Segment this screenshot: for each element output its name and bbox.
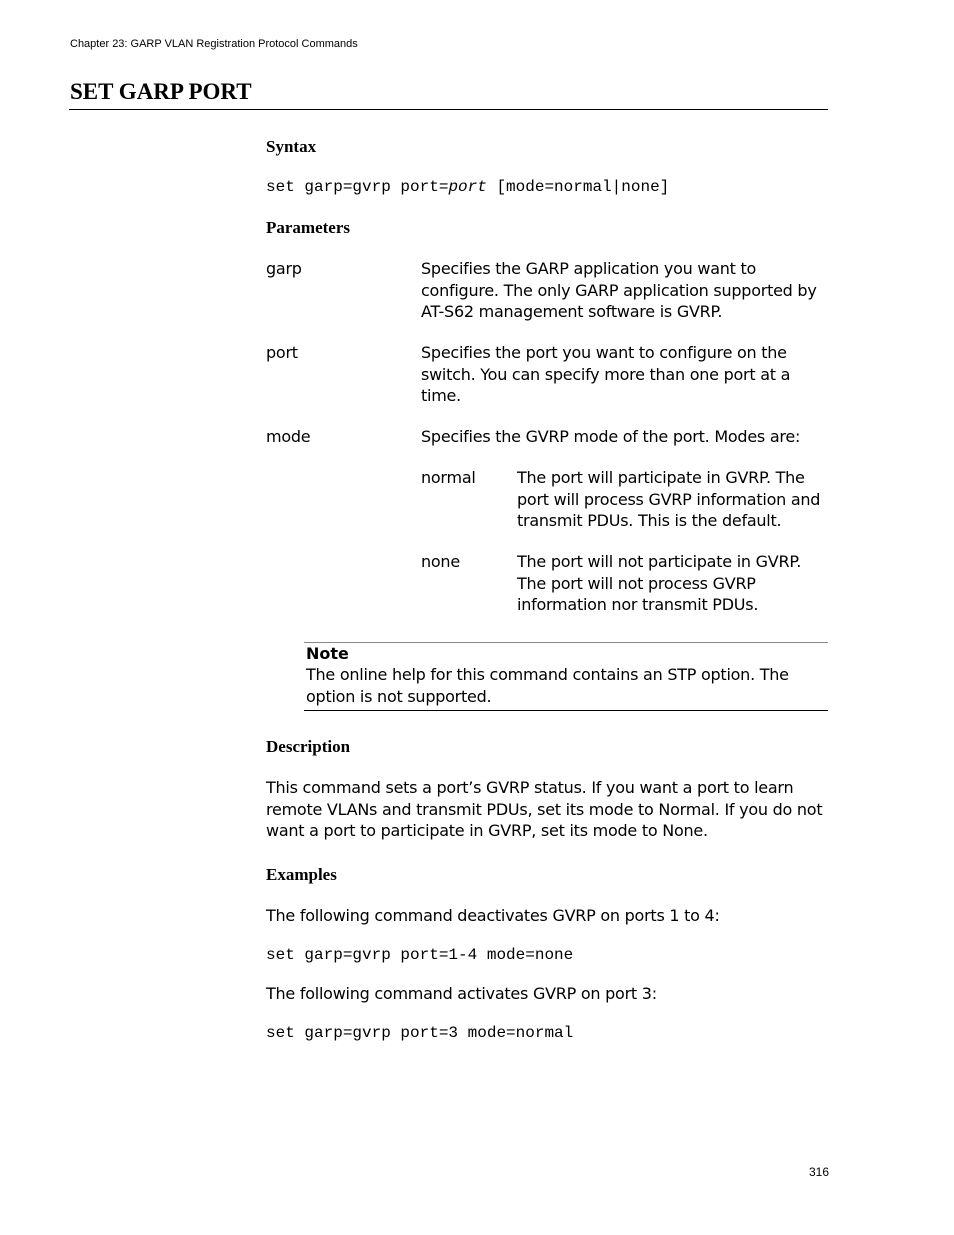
mode-desc-normal: The port will participate in GVRP. The port will process GVRP information and transmit PDUs. This is the default. [517,468,821,530]
examples-heading: Examples [266,865,337,884]
note-bottom-rule [304,710,828,711]
syntax-heading: Syntax [266,137,317,156]
note-text: The online help for this command contains an STP option. The option is not supported. [306,665,789,706]
mode-name-normal: normal [421,468,476,487]
example-1-code: set garp=gvrp port=1-4 mode=none [266,946,574,964]
note-top-rule [304,642,828,643]
title-rule [69,109,828,110]
param-desc-mode: Specifies the GVRP mode of the port. Modes are: [421,427,801,446]
running-head: Chapter 23: GARP VLAN Registration Protocol Commands [70,38,358,50]
mode-name-none: none [421,552,460,571]
page-number: 316 [809,1165,830,1179]
description-text: This command sets a port’s GVRP status. If you want a port to learn remote VLANs and transmit PDUs, set its mode to Normal. If you do not want a port to participate in GVRP, set its mode to None. [266,778,823,840]
syntax-command-suffix: [mode=normal|none] [486,178,670,196]
description-heading: Description [266,737,351,756]
param-desc-garp: Specifies the GARP application you want to configure. The only GARP application supported by AT-S62 management software is GVRP. [421,259,817,321]
syntax-command-prefix: set garp=gvrp port= [266,178,449,196]
syntax-command-param: port [448,178,487,196]
mode-desc-none: The port will not participate in GVRP. The port will not process GVRP information nor transmit PDUs. [517,552,802,614]
param-name-mode: mode [266,427,311,446]
note-label: Note [306,644,349,663]
syntax-command [266,178,669,196]
param-name-garp: garp [266,259,302,278]
param-name-port: port [266,343,298,362]
example-2-text: The following command activates GVRP on port 3: [266,984,657,1003]
page-title: SET GARP PORT [70,79,252,104]
param-desc-port: Specifies the port you want to configure on the switch. You can specify more than one port at a time. [421,343,791,405]
parameters-heading: Parameters [266,218,351,237]
example-2-code: set garp=gvrp port=3 mode=normal [266,1024,574,1042]
example-1-text: The following command deactivates GVRP on ports 1 to 4: [266,906,720,925]
